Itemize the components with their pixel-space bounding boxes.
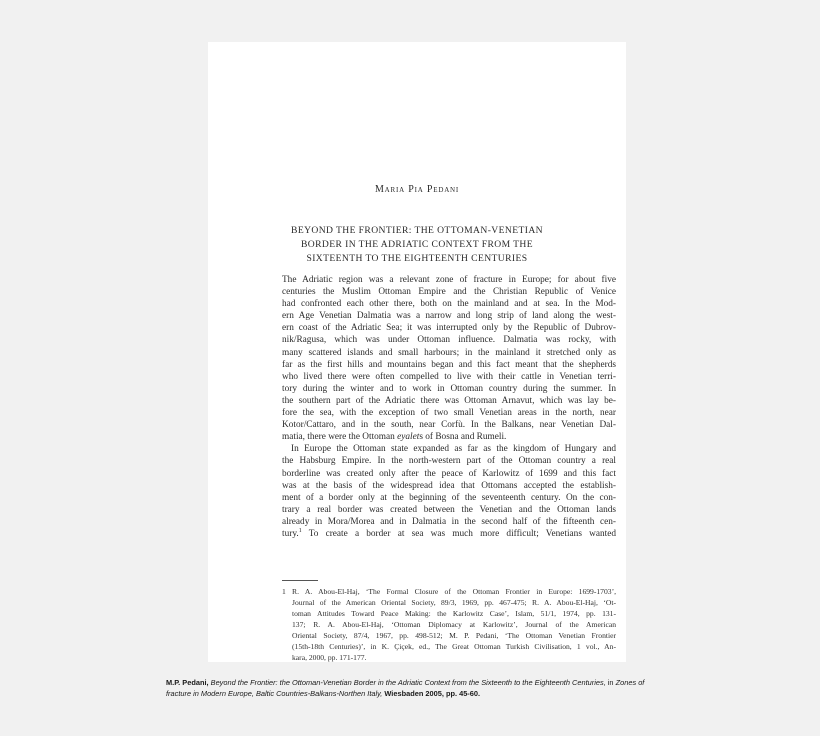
caption-title: Beyond the Frontier: the Ottoman-Venetian Border in the Adriatic Context from the Sixteenth to the Eighteenth Centuries xyxy=(210,678,604,687)
footnote-line: Journal of the American Oriental Society, 89/3, 1969, pp. 467-475; R. A. Abou-El-Haj, ‘Ot- xyxy=(292,598,616,607)
body-text xyxy=(282,274,616,540)
title-line: SIXTEENTH TO THE EIGHTEENTH CENTURIES xyxy=(306,253,528,264)
body-line: had confronted each other there, both on the mainland and at sea. In the Mod- xyxy=(282,299,616,310)
body-text-span: tury. xyxy=(282,528,299,539)
body-line: the southern part of the Adriatic there was Ottoman Arnavut, which was lay be- xyxy=(282,395,616,406)
caption-line xyxy=(166,677,666,688)
body-line: trary a real border was created between the Venetian and the Ottoman lands xyxy=(282,504,616,515)
caption-in: , in xyxy=(603,678,616,687)
footnote xyxy=(282,586,616,662)
body-line: fore the sea, with the exception of two small Venetian areas in the north, near xyxy=(282,408,616,419)
footnote-line: toman Attitudes Toward Peace Making: the Karlowitz Case’, Islam, 51/1, 1974, pp. 131- xyxy=(292,609,616,618)
article-title xyxy=(278,224,556,266)
footnote-line: 1 R. A. Abou-El-Haj, ‘The Formal Closure of the Ottoman Frontier in Europe: 1699-1703’, xyxy=(282,587,616,596)
body-line: who lived there were often compelled to live with their cattle in Venetian terri- xyxy=(282,371,616,382)
body-line: the Habsburg Empire. In the north-western part of the Ottoman country a real xyxy=(282,456,616,467)
body-line: far as the first hills and mountains began and this fact meant that the shepherds xyxy=(282,359,616,370)
body-line: The Adriatic region was a relevant zone of fracture in Europe; for about five xyxy=(282,275,616,285)
body-line xyxy=(282,528,616,540)
body-line: tory during the winter and to work in Ottoman country during the summer. In xyxy=(282,383,616,394)
footnote-line: 137; R. A. Abou-El-Haj, ‘Ottoman Diplomacy at Karlowitz’, Journal of the American xyxy=(292,620,616,629)
body-line: In Europe the Ottoman state expanded as far as the kingdom of Hungary and xyxy=(291,444,616,455)
title-line: BORDER IN THE ADRIATIC CONTEXT FROM THE xyxy=(300,239,533,250)
italic-term: eyalet xyxy=(397,432,420,443)
author-name: Maria Pia Pedani xyxy=(374,184,460,195)
body-line: ern Age Venetian Dalmatia was a narrow and long strip of land along the west- xyxy=(282,311,616,322)
body-line: borderline was created only after the peace of Karlowitz of 1699 and this fact xyxy=(282,468,616,479)
body-text-span: s of Bosna and Rumeli. xyxy=(419,432,507,443)
footnote-marker[interactable]: 1 xyxy=(298,527,302,534)
body-line: nik/Ragusa, which was under Ottoman influence. Dalmatia was rocky, with xyxy=(282,335,616,346)
title-line: BEYOND THE FRONTIER: THE OTTOMAN-VENETIAN xyxy=(291,225,543,236)
citation-caption xyxy=(166,677,666,699)
body-line: many scattered islands and small harbours; in the mainland it stretched only as xyxy=(282,347,616,358)
caption-line xyxy=(166,688,666,699)
body-line: already in Mora/Morea and in Dalmatia in the second half of the fifteenth cen- xyxy=(282,516,616,527)
caption-publication: Wiesbaden 2005, pp. 45-60. xyxy=(382,689,481,698)
document-page xyxy=(208,42,626,662)
caption-book-title: Zones of xyxy=(615,678,645,687)
body-line xyxy=(282,431,616,443)
body-text-span: matia, there were the Ottoman xyxy=(282,432,398,443)
body-line: centuries the Muslim Ottoman Empire and the Christian Republic of Venice xyxy=(282,287,616,298)
body-text-span: To create a border at sea was much more difficult; Venetians wanted xyxy=(301,528,616,539)
body-line: ern coast of the Adriatic Sea; it was interrupted only by the Republic of Dubrov- xyxy=(282,323,616,334)
footnote-line: kara, 2000, pp. 171-177. xyxy=(292,653,367,662)
body-line: ment of a border only at the beginning of the seventeenth century. On the con- xyxy=(282,492,616,503)
body-line: Kotor/Cattaro, and in the south, near Corfù. In the Balkans, near Venetian Dal- xyxy=(282,420,616,431)
caption-author: M.P. Pedani, xyxy=(166,678,209,687)
body-line: was at the basis of the widespread idea that Ottomans accepted the establish- xyxy=(282,480,616,491)
footnote-line: Oriental Society, 87/4, 1967, pp. 498-512; M. P. Pedani, ‘The Ottoman Venetian Frontier xyxy=(292,631,616,640)
footnote-line: (15th-18th Centuries)’, in K. Çiçek, ed., The Great Ottoman Turkish Civilisation, 1 vol., An- xyxy=(292,642,616,651)
caption-book-title: fracture in Modern Europe, Baltic Countries-Balkans-Northen Italy, xyxy=(166,689,383,698)
footnote-separator xyxy=(282,580,318,581)
